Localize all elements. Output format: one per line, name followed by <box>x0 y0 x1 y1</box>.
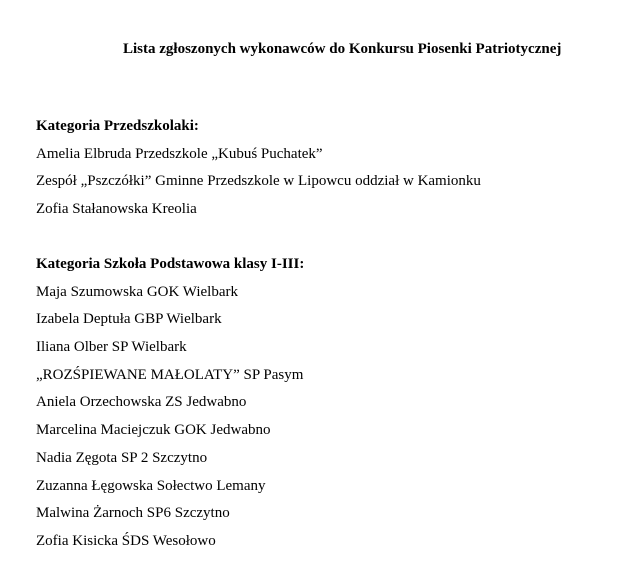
list-item: Iliana Olber SP Wielbark <box>36 339 187 356</box>
list-item: Malwina Żarnoch SP6 Szczytno <box>36 505 230 522</box>
list-item: Izabela Deptuła GBP Wielbark <box>36 311 222 328</box>
category-primary-school <box>36 254 304 559</box>
list-item: Aniela Orzechowska ZS Jedwabno <box>36 394 247 411</box>
list-item: Amelia Elbruda Przedszkole „Kubuś Puchatek” <box>36 145 323 162</box>
list-item: „ROZŚPIEWANE MAŁOLATY” SP Pasym <box>36 366 304 383</box>
category-heading: Kategoria Szkoła Podstawowa klasy I-III: <box>36 256 305 272</box>
list-item: Zuzanna Łęgowska Sołectwo Lemany <box>36 477 266 494</box>
list-item: Maja Szumowska GOK Wielbark <box>36 283 238 300</box>
category-preschool <box>36 116 481 227</box>
list-item: Marcelina Maciejczuk GOK Jedwabno <box>36 422 271 439</box>
list-item: Zofia Stałanowska Kreolia <box>36 201 197 218</box>
list-item: Zofia Kisicka ŚDS Wesołowo <box>36 532 216 549</box>
document-title: Lista zgłoszonych wykonawców do Konkursu Piosenki Patriotycznej <box>123 41 562 57</box>
category-heading: Kategoria Przedszkolaki: <box>36 118 199 134</box>
list-item: Nadia Zęgota SP 2 Szczytno <box>36 449 208 466</box>
list-item: Zespół „Pszczółki” Gminne Przedszkole w Lipowcu oddział w Kamionku <box>36 173 481 190</box>
